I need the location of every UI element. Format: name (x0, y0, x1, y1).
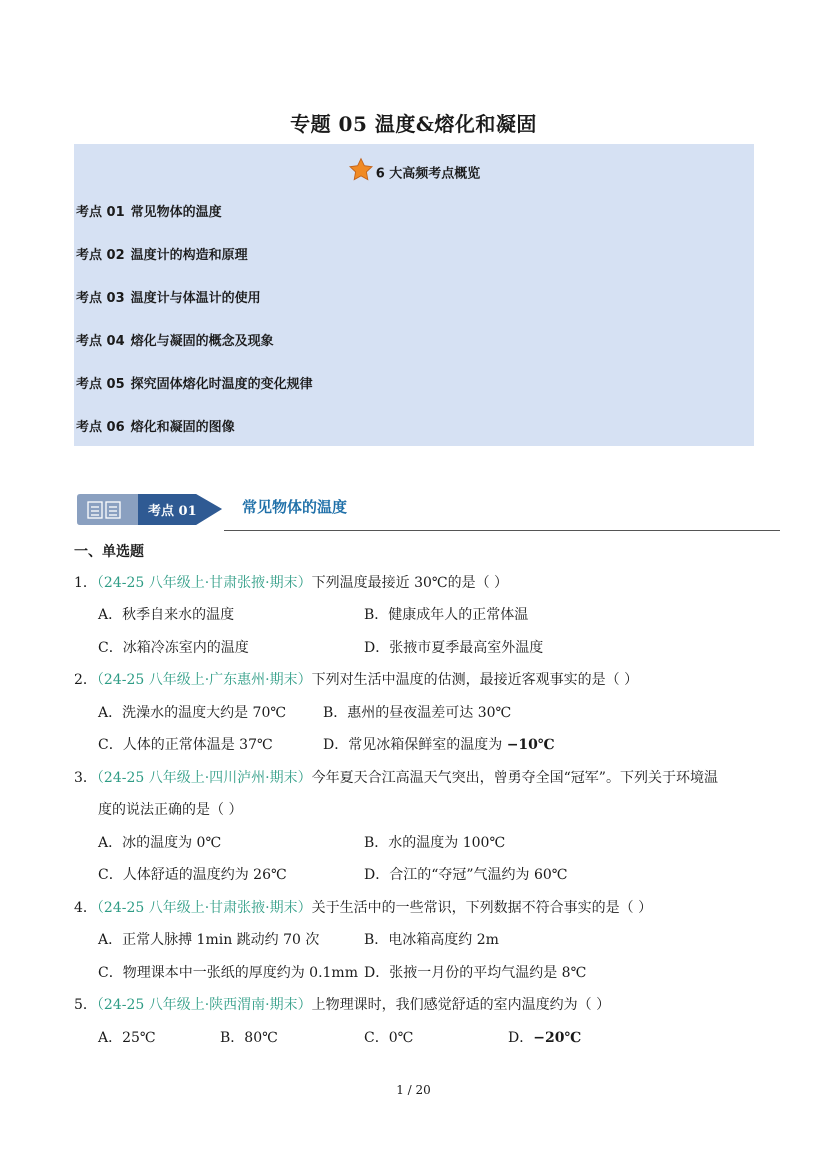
section-header (74, 491, 780, 531)
question-4: 4．（24-25 八年级上·甘肃张掖·期末）关于生活中的一些常识，下列数据不符合事实的是（ ） (74, 900, 653, 916)
question-source: （24-25 八年级上·陕西渭南·期末） (96, 997, 312, 1013)
option-b: B．电冰箱高度约 2m (364, 932, 499, 948)
question-5: 5．（24-25 八年级上·陕西渭南·期末）上物理课时，我们感觉舒适的室内温度约为（ ） (74, 997, 611, 1013)
option-d: D．张掖市夏季最高室外温度 (364, 640, 544, 656)
option-b: B．水的温度为 100℃ (364, 835, 506, 851)
overview-item: 考点 05 探究固体熔化时温度的变化规律 (76, 377, 313, 392)
option-a: A．冰的温度为 0℃ (98, 835, 222, 851)
option-a: A．洗澡水的温度大约是 70℃ (98, 705, 287, 721)
star-icon (348, 157, 374, 187)
part-heading: 一、单选题 (74, 544, 144, 560)
question-source: （24-25 八年级上·甘肃张掖·期末） (96, 900, 312, 916)
question-source: （24-25 八年级上·四川泸州·期末） (96, 770, 312, 786)
question-1: 1．（24-25 八年级上·甘肃张掖·期末）下列温度最接近 30℃的是（ ） (74, 575, 509, 591)
overview-item: 考点 06 熔化和凝固的图像 (76, 420, 235, 435)
option-d: D．常见冰箱保鲜室的温度为 −10℃ (323, 737, 555, 753)
option-a: A．25℃ (98, 1030, 156, 1046)
option-c: C．冰箱冷冻室内的温度 (98, 640, 249, 656)
page-number: 1 / 20 (396, 1083, 431, 1097)
option-c: C．物理课本中一张纸的厚度约为 0.1mm (98, 965, 358, 981)
section-label: 考点 01 (148, 504, 197, 519)
overview-item: 考点 03 温度计与体温计的使用 (76, 291, 261, 306)
section-title: 常见物体的温度 (242, 498, 348, 516)
option-c: C．人体舒适的温度约为 26℃ (98, 867, 287, 883)
section-divider (224, 530, 780, 531)
question-source: （24-25 八年级上·广东惠州·期末） (96, 672, 312, 688)
option-b: B．惠州的昼夜温差可达 30℃ (323, 705, 512, 721)
option-d: D．合江的“夺冠”气温约为 60℃ (364, 867, 568, 883)
overview-header (74, 157, 754, 187)
overview-header-text: 6 大高频考点概览 (375, 166, 481, 182)
option-a: A．正常人脉搏 1min 跳动约 70 次 (98, 932, 320, 948)
overview-panel (74, 144, 754, 446)
overview-item: 考点 01 常见物体的温度 (76, 205, 222, 220)
option-d: D．−20℃ (508, 1030, 582, 1046)
question-source: （24-25 八年级上·甘肃张掖·期末） (96, 575, 312, 591)
page-title: 专题 05 温度&熔化和凝固 (290, 112, 537, 136)
option-d: D．张掖一月份的平均气温约是 8℃ (364, 965, 587, 981)
option-c: C．0℃ (364, 1030, 414, 1046)
option-a: A．秋季自来水的温度 (98, 607, 235, 623)
question-3: 3．（24-25 八年级上·四川泸州·期末）今年夏天合江高温天气突出，曾勇夺全国“冠军”。下列关于环境温 (74, 770, 718, 786)
overview-item: 考点 04 熔化与凝固的概念及现象 (76, 334, 274, 349)
option-c: C．人体的正常体温是 37℃ (98, 737, 273, 753)
option-b: B．健康成年人的正常体温 (364, 607, 529, 623)
option-b: B．80℃ (220, 1030, 278, 1046)
question-2: 2．（24-25 八年级上·广东惠州·期末）下列对生活中温度的估测，最接近客观事实的是（ ） (74, 672, 639, 688)
overview-item: 考点 02 温度计的构造和原理 (76, 248, 248, 263)
question-3-continued: 度的说法正确的是（ ） (98, 802, 243, 818)
